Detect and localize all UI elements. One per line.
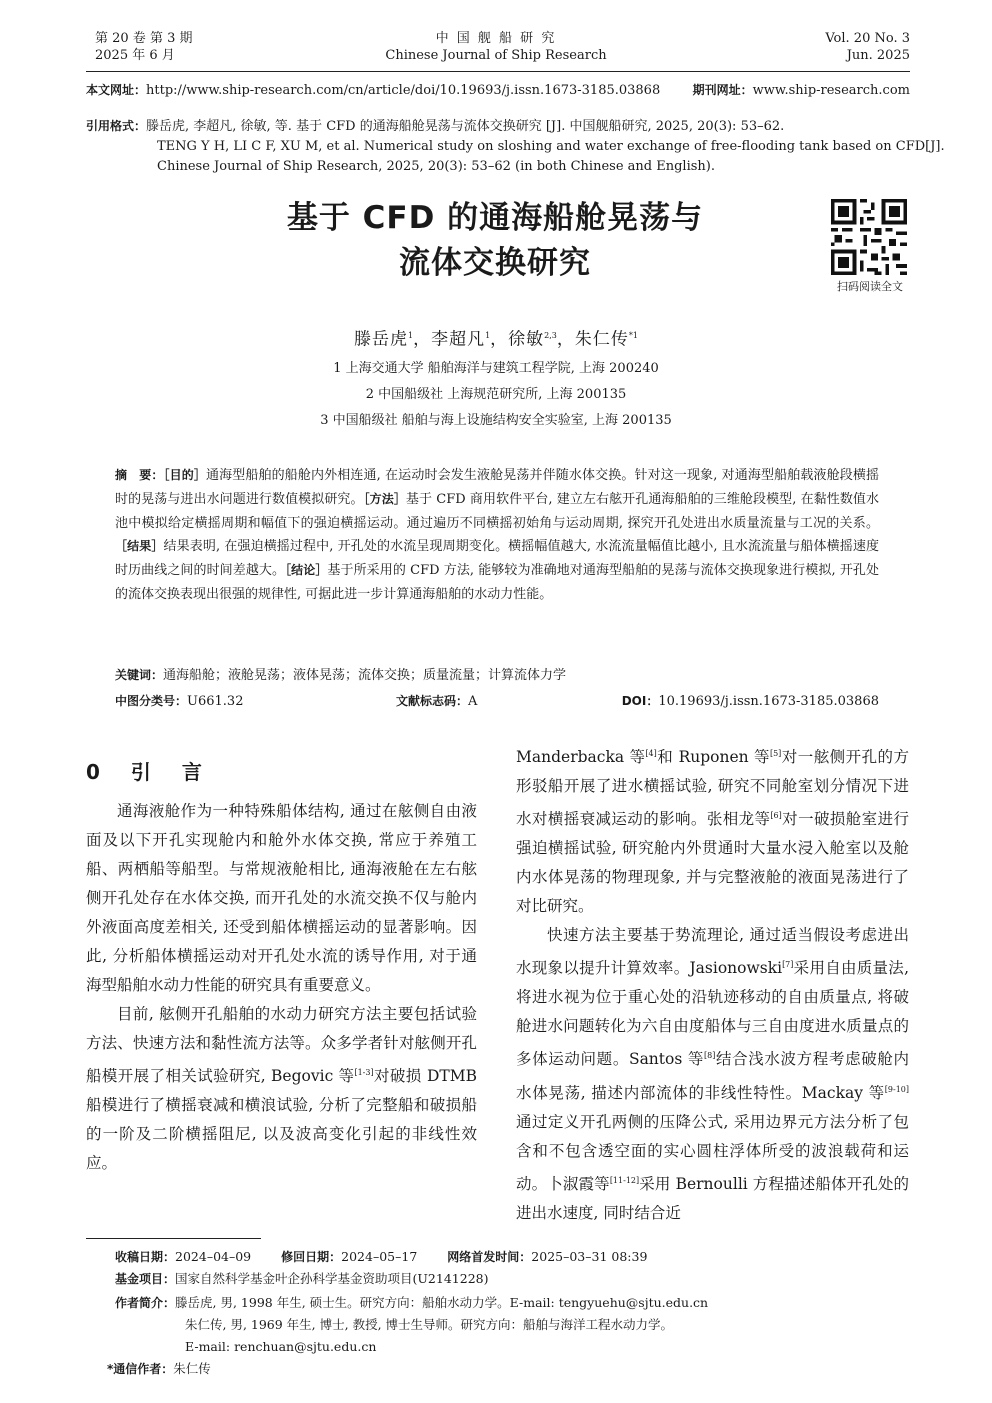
fund-text: 国家自然科学基金叶企孙科学基金资助项目(U2141228) [175, 1271, 489, 1286]
footnote-bio-3: E-mail: renchuan@sjtu.edu.cn [185, 1339, 377, 1354]
received-date: 2024–04–09 [175, 1249, 252, 1264]
abstract [115, 464, 879, 607]
journal-name-cn: 中 国 舰 船 研 究 [435, 31, 557, 46]
author-separator: ， [556, 329, 575, 350]
article-url[interactable]: http://www.ship-research.com/cn/article/doi/10.19693/j.issn.1673-3185.03868 [146, 83, 661, 98]
footnote-dates [115, 1247, 915, 1267]
citation-ref[interactable]: [9-10] [884, 1084, 909, 1094]
online-date: 2025–03–31 08:39 [531, 1249, 648, 1264]
abstract-method-label: ［方法］ [363, 491, 406, 506]
journal-url-label: 期刊网址： [692, 83, 753, 97]
footnote-fund [115, 1269, 915, 1289]
online-label: 网络首发时间： [447, 1250, 532, 1264]
affiliation-3: 3 中国船级社 船舶与海上设施结构安全实验室, 上海 200135 [320, 413, 672, 428]
footnote-rule [86, 1238, 261, 1239]
doc-code-label: 文献标志码： [396, 694, 469, 708]
doc-code-value: A [468, 694, 478, 709]
journal-name-en: Chinese Journal of Ship Research [385, 48, 607, 63]
header-volume-en: Vol. 20 No. 3 Jun. 2025 [825, 31, 910, 63]
author-list [0, 324, 992, 352]
url-line [86, 81, 910, 100]
section-heading-introduction: 0 引 言 [86, 760, 214, 784]
footnote-bio [115, 1293, 915, 1313]
author-2-affil: 1 [485, 331, 491, 340]
author-1: 滕岳虎 [353, 329, 408, 350]
paragraph: 通海液舱作为一种特殊船体结构, 通过在舷侧自由液面及以下开孔实现舱内和舱外水体交换, 常应于养殖工船、两栖船等船型。与常规液舱相比, 通海液舱在左右舷侧开孔处存在水体交换, 而开孔处的水流交换不仅与舱内外液面高度差相关, 还受到船体横摇运动的显著影响。因此, 分析船体横摇运动对开孔处水流的诱导作用, 对于通海型船舶水动力性能的研究具有重要意义。 [86, 802, 477, 994]
citation-ref[interactable]: [5] [769, 749, 782, 758]
footnote-corresponding [107, 1359, 907, 1379]
affiliation-1: 1 上海交通大学 船舶海洋与建筑工程学院, 上海 200240 [333, 361, 659, 376]
clc-label: 中图分类号： [115, 694, 188, 708]
bio-label: 作者简介： [115, 1296, 176, 1310]
fund-label: 基金项目： [115, 1272, 176, 1286]
citation-ref[interactable]: [4] [645, 749, 657, 758]
citation-ref[interactable]: [8] [704, 1051, 716, 1061]
abstract-result: 结果表明, 在强迫横摇过程中, 开孔处的水流呈现周期变化。横摇幅值越大, 水流流量幅值比越小, 且水流流量与船体横摇速度时历曲线之间的时间差越大。 [115, 539, 879, 579]
abstract-conclusion: 基于所采用的 CFD 方法, 能够较为准确地对通海型船舶的晃荡与流体交换现象进行模拟, 开孔处的流体交换表现出很强的规律性, 可据此进一步计算通海船舶的水动力性能。 [115, 563, 879, 602]
citation-ref[interactable]: [11-12] [609, 1175, 640, 1185]
citation-label: 引用格式： [86, 119, 147, 133]
abstract-label: 摘 要： [115, 468, 164, 482]
author-4-affil: *1 [628, 331, 638, 340]
citation-ref[interactable]: [6] [770, 811, 782, 821]
footnote-bio-2: 朱仁传, 男, 1969 年生, 博士, 教授, 博士生导师。研究方向：船舶与海洋工程水动力学。 [185, 1317, 674, 1332]
qr-caption: 扫码阅读全文 [837, 280, 903, 293]
paragraph: 目前, 舷侧开孔船舶的水动力研究方法主要包括试验方法、快速方法和黏性流方法等。众多学者针对舷侧开孔船模开展了相关试验研究, Begovic 等[1-3]对破损 DTMB 船模进行了横摇衰减和横浪试验, 分析了完整船和破损船的一阶及二阶横摇阻尼, 以及波高变化引起的非线性效应。 [86, 1005, 477, 1173]
paragraph: 快速方法主要基于势流理论, 通过适当假设考虑进出水现象以提升计算效率。Jasionowski[7]采用自由质量法, 将进水视为位于重心处的沿轨迹移动的自由质量点, 将破舱进水问题转化为六自由度船体与三自由度进水质量点的多体运动问题。Santos 等[8]结合浅水波方程考虑破舱内水体晃荡, 描述内部流体的非线性特性。Mackay 等[9-10]通过定义开孔两侧的压降公式, 采用边界元方法分析了包含和不包含透空面的实心圆柱浮体所受的波浪载荷和运动。卜淑霞等[11-12]采用 Bernoulli 方程描述船体开孔处的进出水速度, 同时结合近 [516, 926, 909, 1222]
qr-code-icon[interactable] [831, 199, 907, 275]
abstract-conclusion-label: ［结论］ [285, 563, 328, 578]
header-rule [86, 71, 910, 72]
citation-en-2: Chinese Journal of Ship Research, 2025, 20(3): 53–62 (in both Chinese and English). [157, 159, 715, 174]
keywords [115, 666, 879, 685]
affiliation-2: 2 中国船级社 上海规范研究所, 上海 200135 [365, 387, 627, 402]
header-volume-cn: 第 20 卷 第 3 期 2025 年 6 月 [95, 31, 193, 63]
clc-value: U661.32 [187, 694, 244, 709]
author-3: 徐敏 [508, 329, 545, 350]
corresponding-author: 朱仁传 [173, 1361, 211, 1376]
citation-ref[interactable]: [7] [782, 960, 794, 970]
doi-label: DOI： [621, 694, 659, 708]
revised-label: 修回日期： [281, 1250, 342, 1264]
article-url-label: 本文网址： [86, 83, 147, 97]
body-left-column [86, 797, 477, 1178]
author-2: 李超凡 [431, 329, 486, 350]
author-1-affil: 1 [407, 331, 414, 340]
revised-date: 2024–05–17 [341, 1249, 418, 1264]
abstract-method: 基于 CFD 商用软件平台, 建立左右舷开孔通海船舶的三维舱段模型, 在黏性数值水池中模拟给定横摇周期和幅值下的强迫横摇运动。通过遍历不同横摇初始角与运动周期, 探究开孔处进出水质量流量与工况的关系。 [115, 491, 879, 531]
author-4: 朱仁传 [574, 329, 629, 350]
citation-cn: 滕岳虎, 李超凡, 徐敏, 等. 基于 CFD 的通海船舱晃荡与流体交换研究 [J]. 中国舰船研究, 2025, 20(3): 53–62. [146, 119, 785, 134]
abstract-objective: 通海型船舶的船舱内外相连通, 在运动时会发生液舱晃荡并伴随水体交换。针对这一现象, 对通海型船舶载液舱段横摇时的晃荡与进出水问题进行数值模拟研究。 [115, 468, 879, 507]
doi-value[interactable]: 10.19693/j.issn.1673-3185.03868 [658, 694, 879, 709]
author-separator: ， [490, 329, 509, 350]
citation-en-1: TENG Y H, LI C F, XU M, et al. Numerical study on sloshing and water exchange of free-flooding tank based on CFD[J]. [157, 139, 945, 154]
author-3-affil: 2,3 [544, 331, 557, 340]
header-journal [340, 30, 652, 64]
abstract-result-label: ［结果］ [115, 539, 164, 554]
paper-title: 基于 CFD 的通海船舱晃荡与 流体交换研究 [286, 200, 704, 281]
citation-block [86, 116, 945, 177]
bio-1: 滕岳虎, 男, 1998 年生, 硕士生。研究方向：船舶水动力学。E-mail: tengyuehu@sjtu.edu.cn [175, 1295, 709, 1310]
abstract-objective-label: ［目的］ [163, 468, 207, 482]
author-separator: ， [413, 329, 432, 350]
corresponding-label: *通信作者： [107, 1362, 174, 1376]
body-right-column [516, 739, 909, 1228]
paragraph: Manderbacka 等[4]和 Ruponen 等[5]对一舷侧开孔的方形驳船开展了进水横摇试验, 研究不同舱室划分情况下进水对横摇衰减运动的影响。张相龙等[6]对一破损舱室进行强迫横摇试验, 研究舱内外贯通时大量水浸入舱室以及舱内水体晃荡的物理现象, 并与完整液舱的液面晃荡进行了对比研究。 [516, 748, 909, 916]
journal-url[interactable]: www.ship-research.com [752, 83, 910, 98]
received-label: 收稿日期： [115, 1250, 176, 1264]
keywords-label: 关键词： [115, 668, 164, 682]
citation-ref[interactable]: [1-3] [354, 1068, 374, 1077]
classification-line [115, 692, 879, 711]
keywords-text: 通海船舱；液舱晃荡；液体晃荡；流体交换；质量流量；计算流体力学 [163, 668, 567, 683]
